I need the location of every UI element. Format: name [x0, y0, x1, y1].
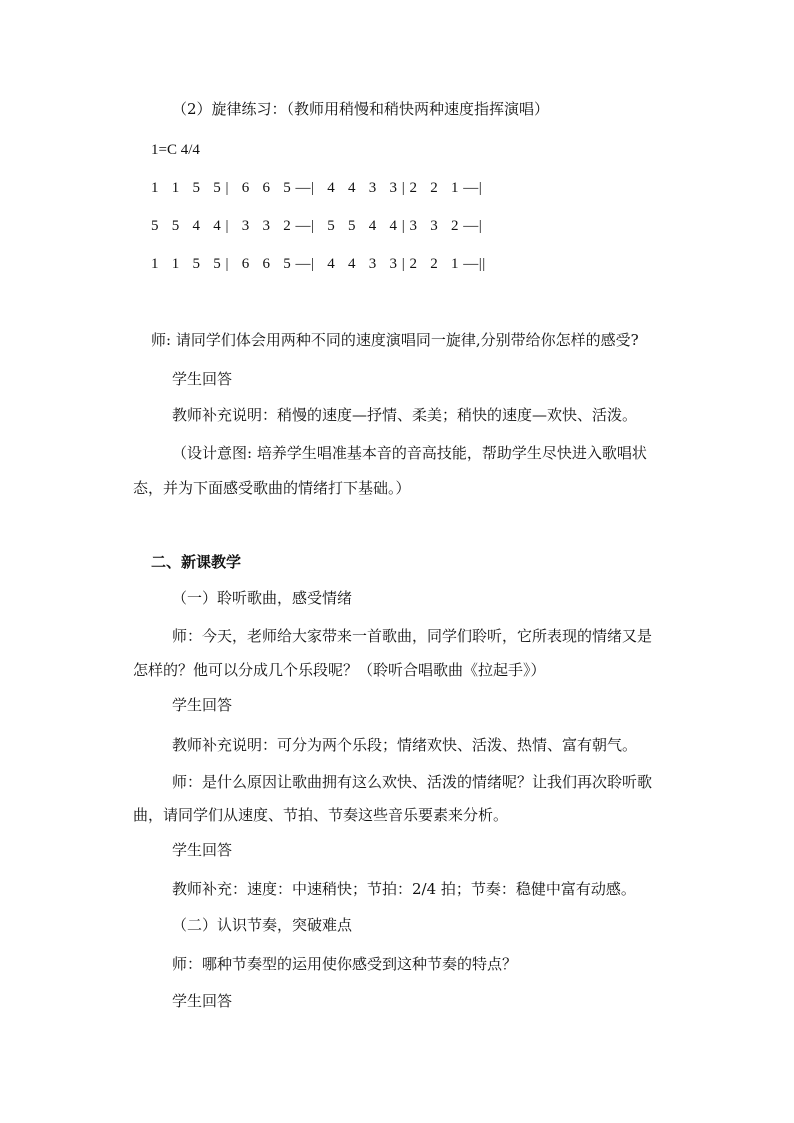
melody-exercise-heading: （2）旋律练习：（教师用稍慢和稍快两种速度指挥演唱）: [172, 100, 550, 118]
notation-row-2: 5 5 4 4 | 3 3 2 —| 5 5 4 4 | 3 3 2 —|: [151, 218, 483, 234]
teacher-supplement-2: 教师补充说明：可分为两个乐段；情绪欢快、活泼、热情、富有朝气。: [172, 736, 638, 754]
section-title: 二、新课教学: [151, 553, 242, 571]
paragraph-1-line-2: 怎样的？他可以分成几个乐段呢？（聆听合唱歌曲《拉起手》）: [133, 661, 546, 679]
teacher-supplement-1: 教师补充说明：稍慢的速度—抒情、柔美；稍快的速度—欢快、活泼。: [172, 406, 638, 424]
design-intent-line-2: 态，并为下面感受歌曲的情绪打下基础。）: [133, 479, 411, 497]
student-answer-3: 学生回答: [172, 841, 233, 859]
design-intent-line-1: （设计意图: 培养学生唱准基本音的音高技能，帮助学生尽快进入歌唱状: [172, 444, 647, 462]
student-answer-4: 学生回答: [172, 992, 233, 1010]
subsection-2-title: （二）认识节奏，突破难点: [172, 916, 353, 934]
student-answer-1: 学生回答: [172, 370, 233, 388]
paragraph-1-line-1: 师：今天，老师给大家带来一首歌曲，同学们聆听，它所表现的情绪又是: [172, 627, 653, 645]
teacher-question-1: 师: 请同学们体会用两种不同的速度演唱同一旋律,分别带给你怎样的感受?: [151, 331, 639, 349]
paragraph-2-line-1: 师：是什么原因让歌曲拥有这么欢快、活泼的情绪呢？让我们再次聆听歌: [172, 773, 653, 791]
key-signature: 1=C 4/4: [151, 142, 200, 158]
student-answer-2: 学生回答: [172, 696, 233, 714]
paragraph-2-line-2: 曲，请同学们从速度、节拍、节奏这些音乐要素来分析。: [133, 806, 509, 824]
paragraph-3: 师：哪种节奏型的运用使你感受到这种节奏的特点？: [172, 955, 518, 973]
subsection-1-title: （一）聆听歌曲，感受情绪: [172, 589, 353, 607]
notation-row-1: 1 1 5 5 | 6 6 5 —| 4 4 3 3 | 2 2 1 —|: [151, 180, 483, 196]
notation-row-3: 1 1 5 5 | 6 6 5 —| 4 4 3 3 | 2 2 1 —||: [151, 256, 486, 272]
teacher-supplement-3: 教师补充：速度：中速稍快；节拍：2/4 拍；节奏：稳健中富有动感。: [172, 880, 636, 898]
